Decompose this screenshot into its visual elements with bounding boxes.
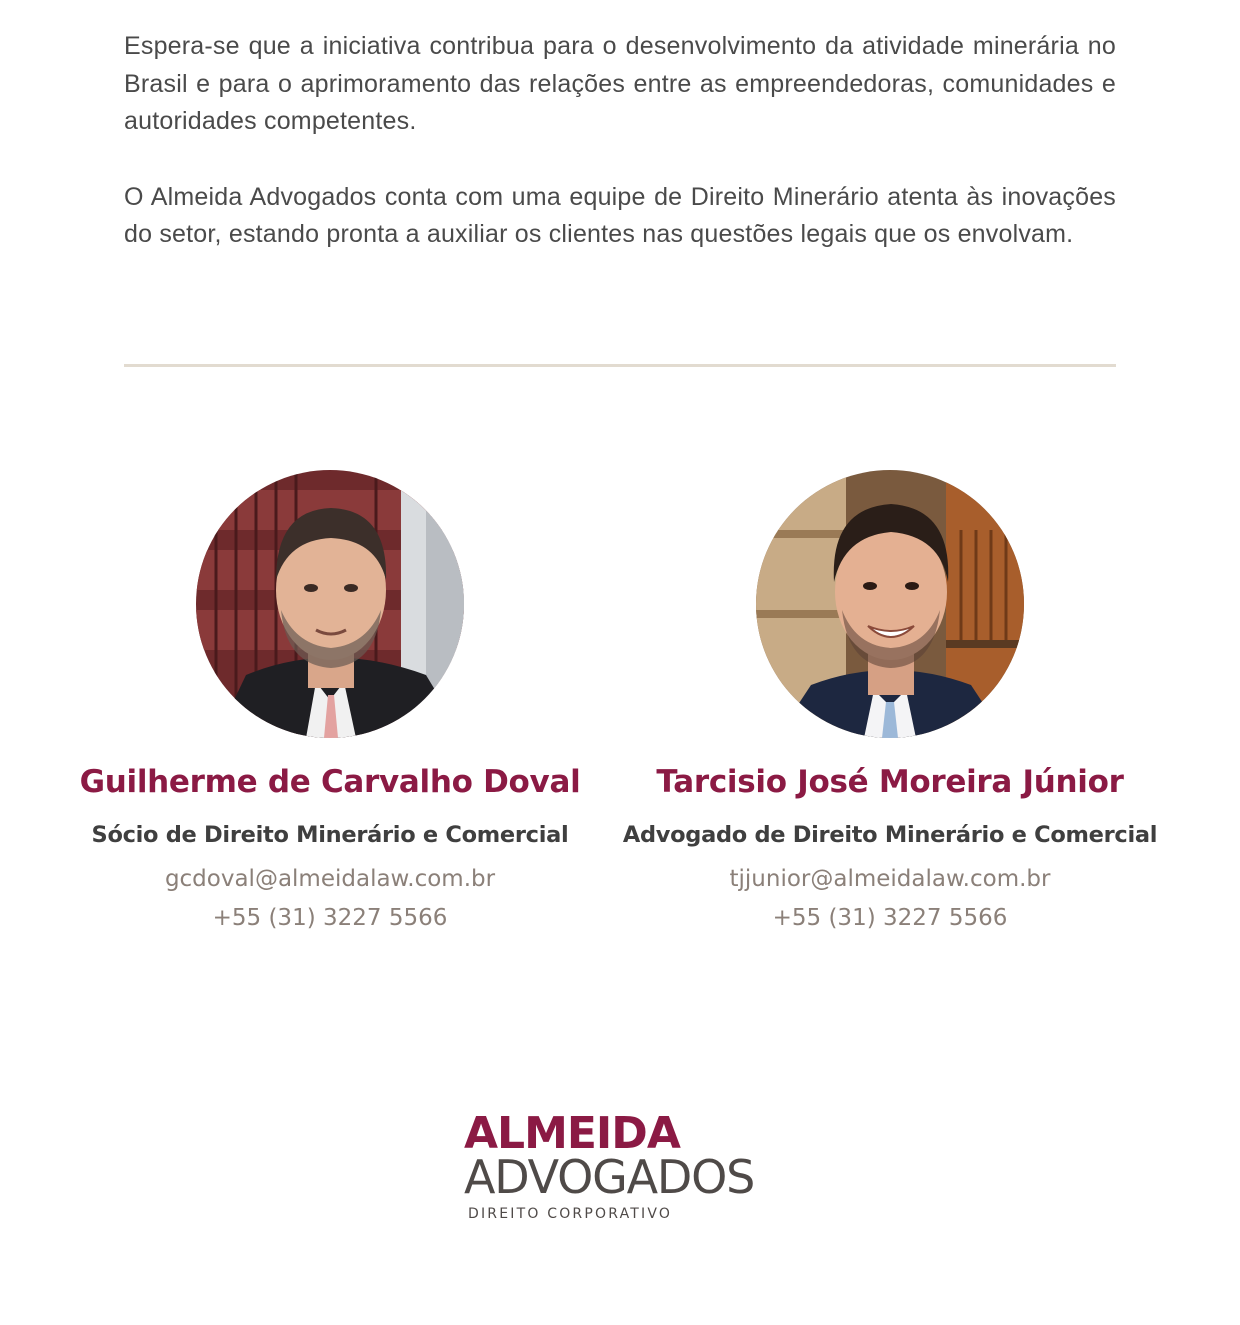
profile-phone-link[interactable]: +55 (31) 3227 5566 xyxy=(212,905,448,931)
paragraph-initiative: Espera-se que a iniciativa contribua para o desenvolvimento da atividade minerária no Brasil e para o aprimoramento das relações entre as empreendedoras, comunidades e autoridades competentes. xyxy=(124,32,1116,135)
company-logo xyxy=(464,1108,784,1222)
profile-name: Tarcisio José Moreira Júnior xyxy=(656,764,1124,800)
profile-name: Guilherme de Carvalho Doval xyxy=(79,764,581,800)
avatar-moreira xyxy=(756,470,1024,738)
profile-role: Advogado de Direito Minerário e Comercial xyxy=(622,822,1158,848)
paragraph-team: O Almeida Advogados conta com uma equipe de Direito Minerário atenta às inovações do setor, estando pronta a auxiliar os clientes nas questões legais que os envolvam. xyxy=(124,182,1116,248)
logo-wordmark-advogados: ADVOGADOS xyxy=(464,1150,755,1204)
profile-email-link[interactable]: gcdoval@almeidalaw.com.br xyxy=(164,866,496,892)
profile-phone-link[interactable]: +55 (31) 3227 5566 xyxy=(772,905,1008,931)
profile-card-doval xyxy=(60,470,600,938)
profile-role: Sócio de Direito Minerário e Comercial xyxy=(91,822,569,848)
section-divider xyxy=(124,364,1116,367)
profile-card-moreira xyxy=(620,470,1160,938)
profile-email-link[interactable]: tjjunior@almeidalaw.com.br xyxy=(729,866,1051,892)
logo-tagline: DIREITO CORPORATIVO xyxy=(468,1206,673,1222)
avatar-doval xyxy=(196,470,464,738)
logo-wordmark-almeida: ALMEIDA xyxy=(464,1108,680,1159)
article-body xyxy=(124,28,1116,254)
